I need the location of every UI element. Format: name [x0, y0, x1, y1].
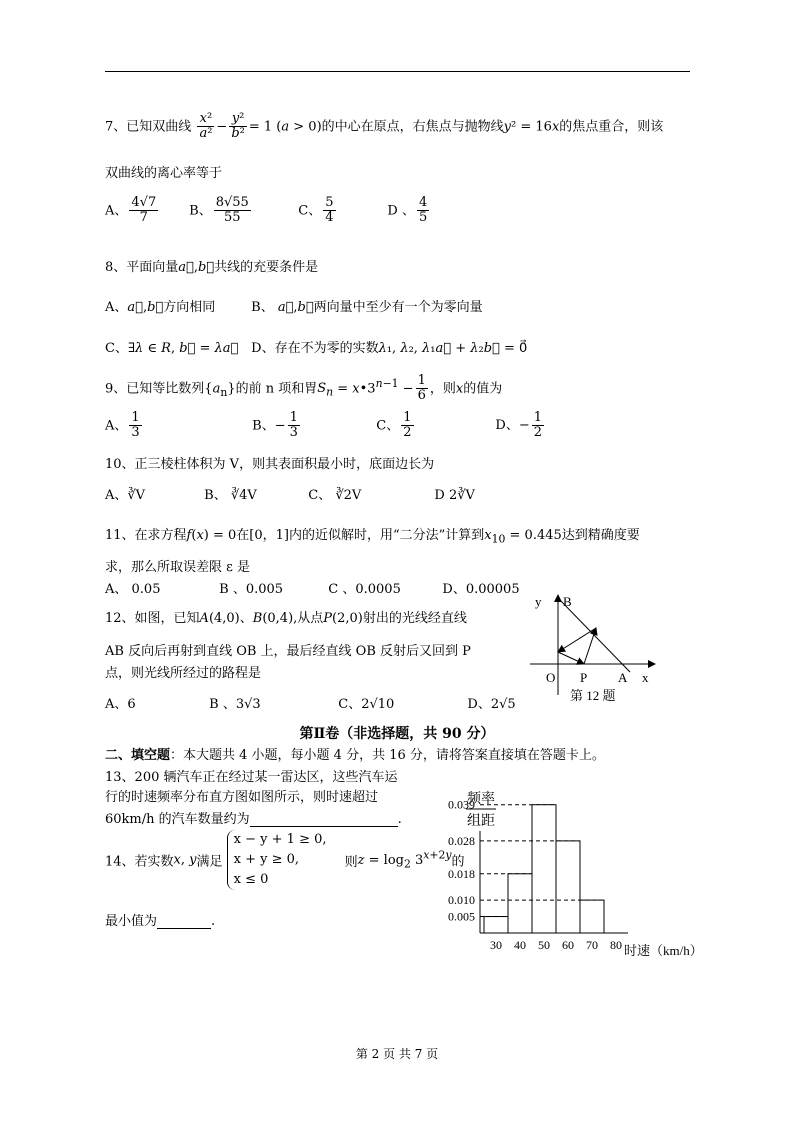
- histogram-ylabel-bottom: 组距: [467, 814, 495, 829]
- q10-option-d: D 2∛V: [434, 488, 475, 503]
- q7-text-b: 的中心在原点，右焦点与抛物线: [321, 119, 504, 135]
- q13-line1: 13、200 辆汽车正在经过某一雷达区，这些汽车运: [105, 770, 398, 785]
- histogram-ytick-2: 0.018: [448, 866, 475, 881]
- q13-line3: 60km/h 的汽车数量约为 .: [105, 812, 402, 827]
- histogram-xtick-2: 50: [538, 938, 550, 952]
- q7-hyperbola-y: $\frac{\text{y²}}{\text{b²}}$: [231, 111, 245, 142]
- histogram-ytick-4: 0.005: [448, 909, 475, 924]
- q8-options-ab: [105, 296, 483, 315]
- fill-section-head: 二、填空题：本大题共 4 小题，每小题 4 分，共 16 分，请将答案直接填在答题卡上。: [105, 748, 605, 763]
- histogram-ytick-0: 0.039: [448, 797, 475, 812]
- histogram-chart: [430, 783, 710, 963]
- q11-line2: 求，那么所取误差限 ε 是: [105, 560, 250, 575]
- q10-stem: 10、正三棱柱体积为 V，则其表面积最小时，底面边长为: [105, 457, 435, 472]
- histogram-bar-2: [532, 805, 556, 933]
- q13-answer-blank: [250, 811, 398, 827]
- q11-line1: 11、在求方程f(x) = 0在[0，1]内的近似解时，用“二分法”计算到$x_{10} = 0.445$达到精确度要: [105, 528, 640, 546]
- histogram-xtick-3: 60: [562, 938, 574, 952]
- q8-stem: 8、平面向量a⃗,b⃗共线的充要条件是: [105, 260, 319, 275]
- q7-line1: 7、已知双曲线 $\frac{\text{x²}}{\text{a²}}$ − $\frac{\text{y²}}{\text{b²}}$ = 1 (a > 0)的中心在原点，右焦点与抛物线y² = 16x的焦点重合，则该: [105, 111, 664, 142]
- q14-constraints: x − y + 1 ≥ 0, x + y ≥ 0, x ≤ 0: [227, 830, 327, 890]
- header-rule: [105, 71, 690, 72]
- q12-ray-2: [558, 628, 596, 652]
- histogram-bar-0: [484, 917, 508, 933]
- q12-label-a: A: [618, 670, 628, 685]
- q12-label-b: B: [563, 594, 572, 609]
- q7-number: 7、: [105, 119, 127, 135]
- part2-title: 第Ⅱ卷（非选择题，共 90 分）: [299, 726, 495, 742]
- histogram-ytick-1: 0.028: [448, 833, 475, 848]
- q12-label-x: x: [642, 670, 649, 685]
- q7-option-c: C、 $\frac{5}{4}$: [298, 195, 334, 226]
- q13-line2: 行的时速频率分布直方图如图所示，则时速超过: [105, 790, 379, 805]
- q7-option-d: D 、 $\frac{4}{5}$: [387, 195, 428, 226]
- q12-option-a: A、6: [105, 697, 136, 712]
- q12-option-d: D、2√5: [467, 697, 516, 712]
- q8-option-b: B、 a⃗,b⃗两向量中至少有一个为零向量: [251, 300, 483, 315]
- q10-option-c: C、 ∛2V: [308, 488, 362, 503]
- histogram-xtick-1: 40: [514, 938, 526, 952]
- q9-options: [105, 411, 546, 441]
- q10-options: [105, 484, 475, 503]
- histogram-bar-4: [580, 900, 604, 933]
- histogram-ylabel-top: 频率: [467, 792, 495, 807]
- q7-option-a: A、 $\frac{4√7}{7}$: [105, 195, 157, 226]
- q12-line1: 12、如图，已知A(4,0)、B(0,4),从点P(2,0)射出的光线经直线: [105, 611, 467, 626]
- q12-option-b: B 、3√3: [209, 697, 261, 712]
- q8-options-cd: [105, 337, 527, 356]
- q10-option-a: A、∛V: [105, 488, 146, 503]
- q12-ray-3: [558, 652, 584, 664]
- q11-option-c: C 、0.0005: [328, 582, 401, 597]
- q12-figure: [530, 590, 660, 705]
- q9-option-d: D、− $\frac{1}{2}$: [495, 410, 543, 441]
- q12-label-o: O: [546, 670, 556, 685]
- q8-option-d: D、存在不为零的实数λ₁, λ₂, λ₁a⃗ + λ₂b⃗ = 0⃗: [251, 341, 528, 356]
- histogram-xtick-0: 30: [490, 938, 502, 952]
- q10-option-b: B、 ∛4V: [204, 488, 257, 503]
- q9-stem: 9、已知等比数列$\{a_n\}$的前 n 项和胃$S_n$ = $x•3^{n-1}$ − $\frac{1}{6}$ ，则x的值为: [105, 373, 503, 404]
- q12-label-p: P: [580, 670, 588, 685]
- q11-option-a: A、 0.05: [105, 582, 161, 597]
- histogram-xtick-5: 80: [610, 938, 622, 952]
- histogram-ytick-3: 0.010: [448, 893, 475, 908]
- q14-line2: 最小值为 .: [105, 914, 216, 929]
- q7-text-c: 的焦点重合，则该: [559, 119, 664, 135]
- q7-line2: 双曲线的离心率等于: [105, 166, 223, 181]
- q7-text-a: 已知双曲线: [126, 119, 192, 135]
- q12-line3: 点，则光线所经过的路程是: [105, 666, 262, 681]
- q11-options: [105, 578, 520, 597]
- histogram-bar-1: [508, 874, 532, 933]
- page-footer: 第 2 页 共 7 页: [355, 1047, 439, 1061]
- q7-options: [105, 196, 467, 226]
- q9-option-c: C、 $\frac{1}{2}$: [376, 410, 412, 441]
- q11-option-d: D、0.00005: [442, 582, 520, 597]
- histogram-xtick-4: 70: [586, 938, 598, 952]
- q8-option-a: A、a⃗,b⃗方向相同: [105, 300, 216, 315]
- histogram-xlabel: 时速（km/h）: [624, 943, 703, 958]
- q12-ray-1: [584, 628, 596, 664]
- q7-hyperbola-x: $\frac{\text{x²}}{\text{a²}}$: [199, 111, 213, 142]
- q14-answer-blank: [157, 913, 211, 929]
- q7-option-b: B、 $\frac{8√55}{55}$: [189, 195, 249, 226]
- q12-option-c: C、2√10: [338, 697, 395, 712]
- q9-option-a: A、 $\frac{1}{3}$: [105, 410, 140, 441]
- q12-options: [105, 693, 516, 712]
- histogram-bar-3: [556, 841, 580, 933]
- q12-line2: AB 反向后再射到直线 OB 上，最后经直线 OB 反射后又回到 P: [105, 644, 471, 659]
- q12-label-y: y: [535, 594, 542, 609]
- q8-option-c: C、∃λ ∈ R, b⃗ = λa⃗: [105, 341, 239, 356]
- q11-option-b: B 、0.005: [219, 582, 284, 597]
- q9-option-b: B、− $\frac{1}{3}$: [252, 410, 298, 441]
- q14-line1: 14、若实数x, y满足 x − y + 1 ≥ 0, x + y ≥ 0, x ≤ 0 则$z = \log_2 3^{x+2y}$的: [105, 830, 465, 890]
- q12-caption: 第 12 题: [570, 688, 616, 703]
